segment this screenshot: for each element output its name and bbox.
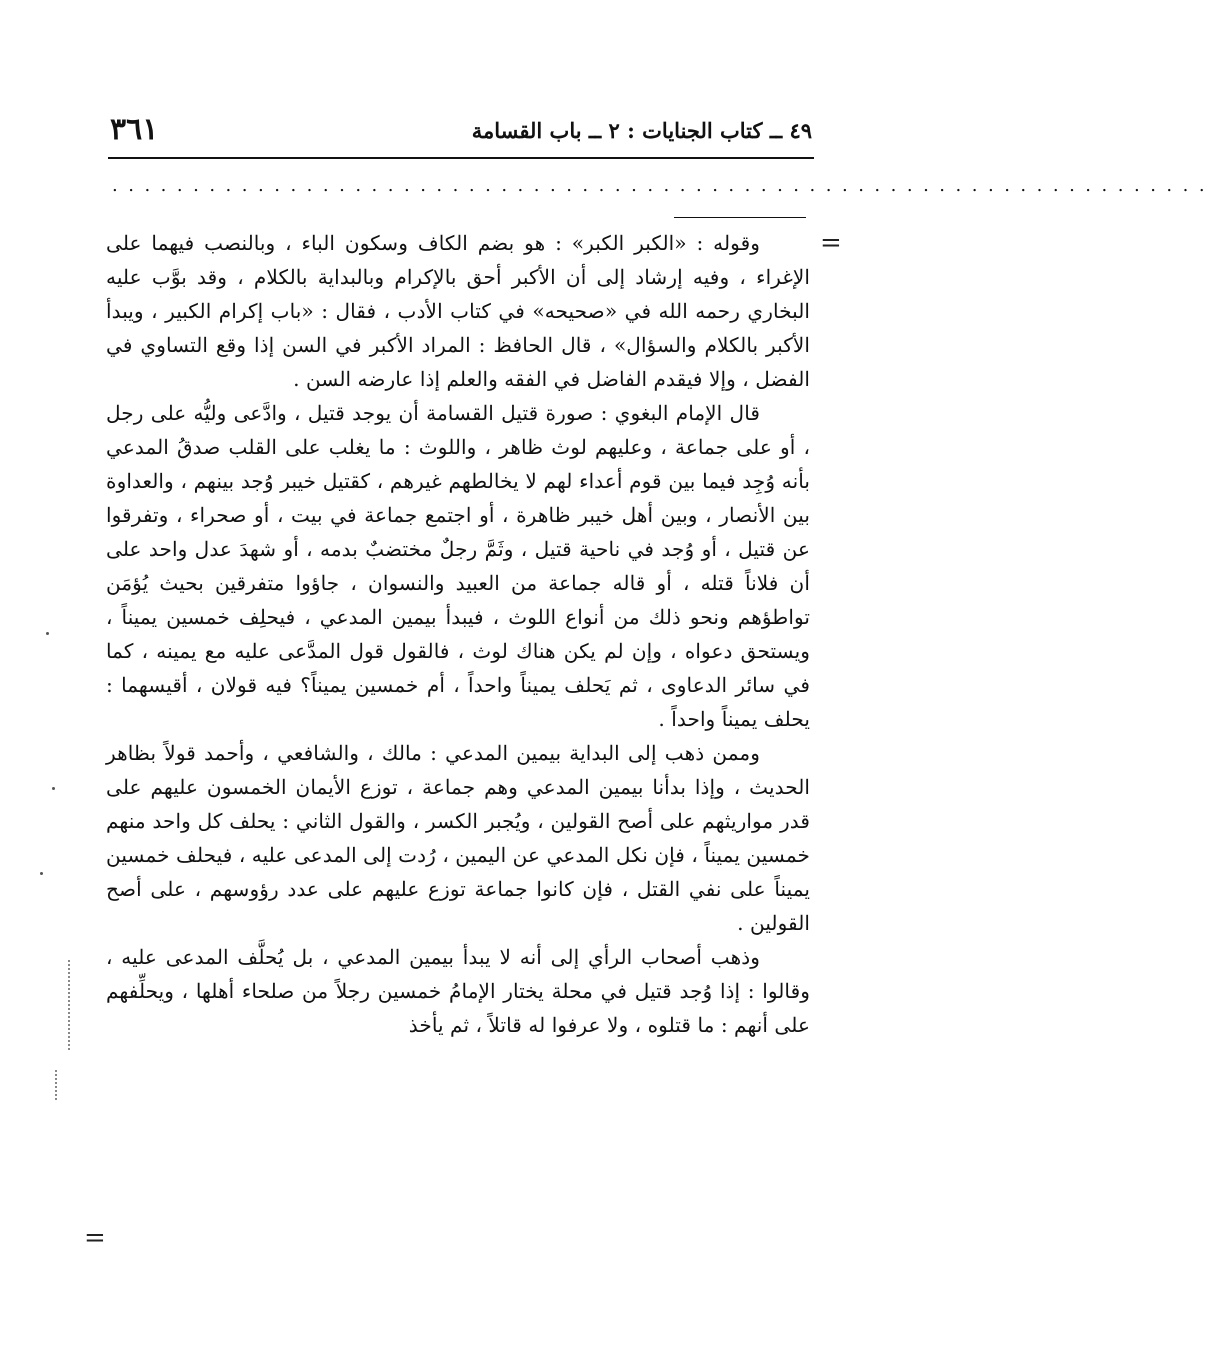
footnote-rule [674,217,806,218]
continuation-mark-bottom: = [84,1223,106,1253]
continuation-mark-top: = [820,228,842,258]
page-number: ٣٦١ [110,112,159,147]
dotted-separator: .................................................................... [112,175,1215,196]
header-rule [108,157,814,159]
paragraph: قال الإمام البغوي : صورة قتيل القسامة أن يوجد قتيل ، وادَّعى وليُّه على رجل ، أو على جماعة ، وعليهم لوث ظاهر ، واللوث : ما يغلب على القلب صدقُ المدعي بأنه وُجِد فيما بين قوم أعداء لهم لا يخالطهم غيرهم ، كقتيل خيبر وُجد بينهم ، والعداوة بين الأنصار ، وبين أهل خيبر ظاهرة ، أو اجتمع جماعة في بيت ، أو صحراء ، وتفرقوا عن قتيل ، أو وُجد في ناحية قتيل ، وثَمَّ رجلٌ مختضبٌ بدمه ، أو شهدَ عدل واحد على أن فلاناً قتله ، أو قاله جماعة من العبيد والنسوان ، جاؤوا متفرقين بحيث يُؤمَن تواطؤهم ونحو ذلك من أنواع اللوث ، فيبدأ بيمين المدعي ، فيحلِف خمسين يميناً ، ويستحق دعواه ، وإن لم يكن هناك لوث ، فالقول قول المدَّعى عليه مع يمينه ، كما في سائر الدعاوى ، ثم يَحلف يميناً واحداً ، أم خمسين يميناً؟ فيه قولان ، أقيسهما : يحلف يميناً واحداً . [106,401,810,731]
scan-dots [68,960,72,1050]
scan-speck [40,872,43,875]
running-title: ٤٩ ــ كتاب الجنايات : ٢ ــ باب القسامة [471,118,812,143]
scan-speck [46,632,49,635]
scan-speck [52,787,55,790]
paragraph: وممن ذهب إلى البداية بيمين المدعي : مالك ، والشافعي ، وأحمد قولاً بظاهر الحديث ، وإذا بدأنا بيمين المدعي وهم جماعة ، توزع الأيمان الخمسون عليهم على قدر مواريثهم على أصح القولين ، ويُجبر الكسر ، والقول الثاني : يحلف كل واحد منهم خمسين يميناً ، فإن نكل المدعي عن اليمين ، رُدت إلى المدعى عليه ، فيحلف خمسين يميناً على نفي القتل ، فإن كانوا جماعة توزع عليهم على عدد رؤوسهم ، على أصح القولين . [106,741,810,935]
scan-dots [55,1070,59,1100]
page-header [110,112,812,156]
paragraph: وذهب أصحاب الرأي إلى أنه لا يبدأ بيمين المدعي ، بل يُحلَّف المدعى عليه ، وقالوا : إذا وُجد قتيل في محلة يختار الإمامُ خمسين رجلاً من صلحاء أهلها ، ويحلِّفهم على أنهم : ما قتلوه ، ولا عرفوا له قاتلاً ، ثم يأخذ [106,945,810,1037]
paragraph: وقوله : «الكبر الكبر» : هو بضم الكاف وسكون الباء ، وبالنصب فيهما على الإغراء ، وفيه إرشاد إلى أن الأكبر أحق بالإكرام وبالبداية بالكلام ، وقد بوَّب عليه البخاري رحمه الله في «صحيحه» في كتاب الأدب ، فقال : «باب إكرام الكبير ، ويبدأ الأكبر بالكلام والسؤال» ، قال الحافظ : المراد الأكبر في السن إذا وقع التساوي في الفضل ، وإلا فيقدم الفاضل في الفقه والعلم إذا عارضه السن . [106,231,810,391]
body-text [106,226,810,1042]
